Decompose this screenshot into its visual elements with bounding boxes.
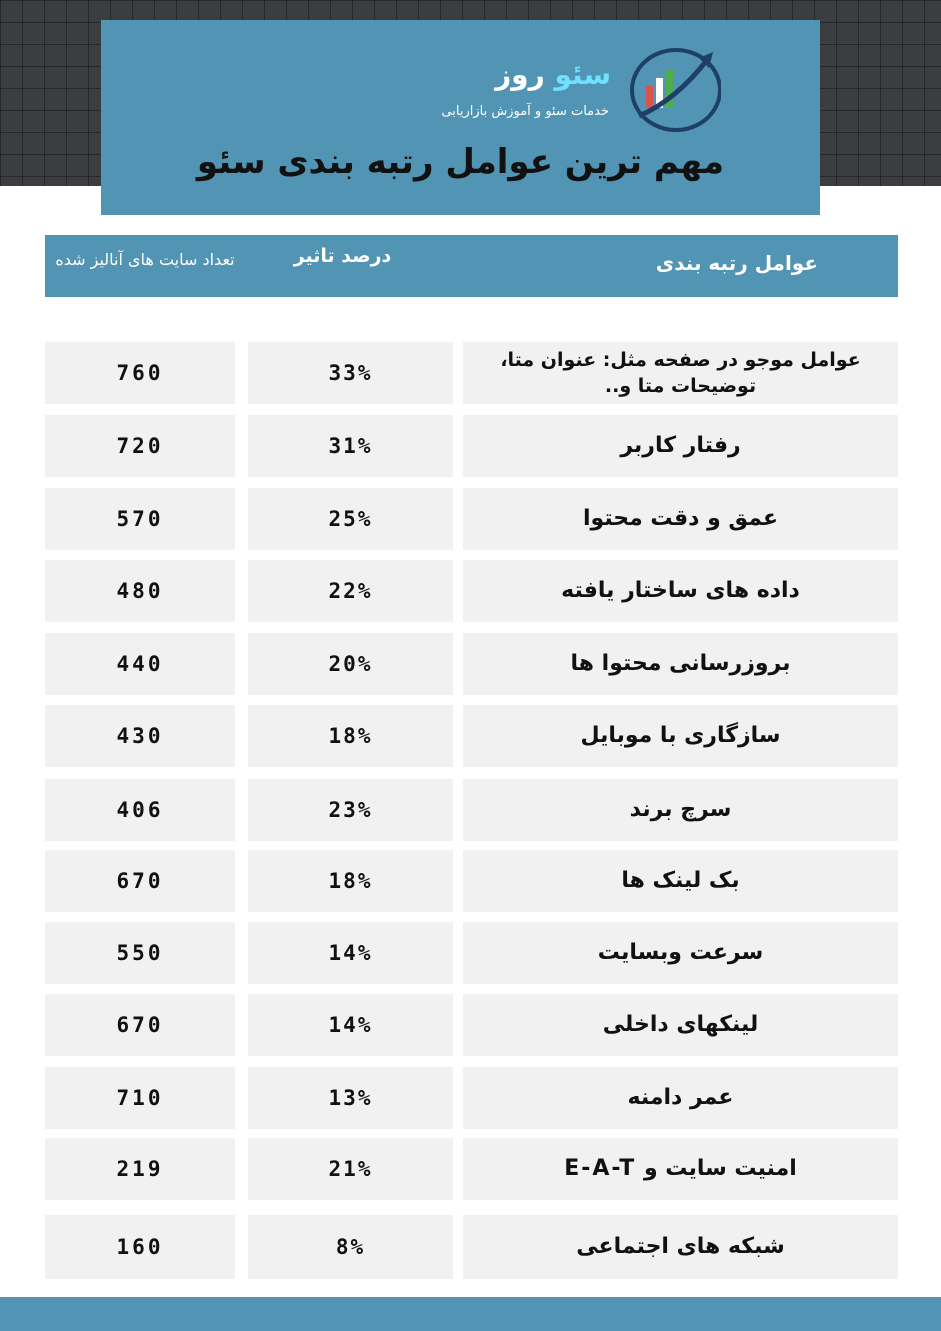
cell-factor: داده های ساختار یافته bbox=[463, 560, 898, 622]
cell-impact: 25% bbox=[248, 488, 453, 550]
cell-sites: 720 bbox=[45, 415, 235, 477]
cell-sites: 670 bbox=[45, 850, 235, 912]
header-factors: عوامل رتبه بندی bbox=[655, 251, 818, 275]
cell-sites: 760 bbox=[45, 342, 235, 404]
cell-sites: 710 bbox=[45, 1067, 235, 1129]
brand-tagline: خدمات سئو و آموزش بازاریابی bbox=[441, 104, 609, 119]
cell-factor: شبکه های اجتماعی bbox=[463, 1215, 898, 1279]
cell-impact: 31% bbox=[248, 415, 453, 477]
cell-impact: 18% bbox=[248, 850, 453, 912]
cell-factor: سازگاری با موبایل bbox=[463, 705, 898, 767]
cell-sites: 480 bbox=[45, 560, 235, 622]
cell-impact: 22% bbox=[248, 560, 453, 622]
cell-factor: بروزرسانی محتوا ها bbox=[463, 633, 898, 695]
cell-sites: 160 bbox=[45, 1215, 235, 1279]
cell-impact: 33% bbox=[248, 342, 453, 404]
cell-sites: 219 bbox=[45, 1138, 235, 1200]
cell-factor: امنیت سایت و E-A-T bbox=[463, 1138, 898, 1200]
cell-impact: 20% bbox=[248, 633, 453, 695]
cell-factor: بک لینک ها bbox=[463, 850, 898, 912]
cell-impact: 8% bbox=[248, 1215, 453, 1279]
cell-factor: عوامل موجو در صفحه مثل: عنوان متا، توضیحات متا و.. bbox=[463, 342, 898, 404]
cell-factor: عمر دامنه bbox=[463, 1067, 898, 1129]
cell-sites: 570 bbox=[45, 488, 235, 550]
header-impact: درصد تاثیر bbox=[293, 245, 392, 267]
page-title: مهم ترین عوامل رتبه بندی سئو bbox=[196, 142, 725, 182]
cell-factor: رفتار کاربر bbox=[463, 415, 898, 477]
brand-logo bbox=[401, 38, 721, 138]
chart-growth-arrow-icon bbox=[621, 38, 721, 138]
cell-sites: 550 bbox=[45, 922, 235, 984]
cell-sites: 670 bbox=[45, 994, 235, 1056]
cell-factor: لینکهای داخلی bbox=[463, 994, 898, 1056]
cell-impact: 14% bbox=[248, 922, 453, 984]
cell-impact: 18% bbox=[248, 705, 453, 767]
header-sites: تعداد سایت های آنالیز شده bbox=[55, 250, 235, 269]
title-banner bbox=[101, 20, 820, 215]
table-header bbox=[45, 235, 898, 297]
cell-impact: 21% bbox=[248, 1138, 453, 1200]
cell-factor: سرچ برند bbox=[463, 779, 898, 841]
brand-name: سئو روز bbox=[495, 58, 611, 91]
cell-sites: 406 bbox=[45, 779, 235, 841]
cell-sites: 430 bbox=[45, 705, 235, 767]
cell-impact: 23% bbox=[248, 779, 453, 841]
cell-impact: 13% bbox=[248, 1067, 453, 1129]
cell-factor: عمق و دقت محتوا bbox=[463, 488, 898, 550]
cell-sites: 440 bbox=[45, 633, 235, 695]
cell-factor: سرعت وبسایت bbox=[463, 922, 898, 984]
cell-impact: 14% bbox=[248, 994, 453, 1056]
footer-bar bbox=[0, 1297, 941, 1331]
